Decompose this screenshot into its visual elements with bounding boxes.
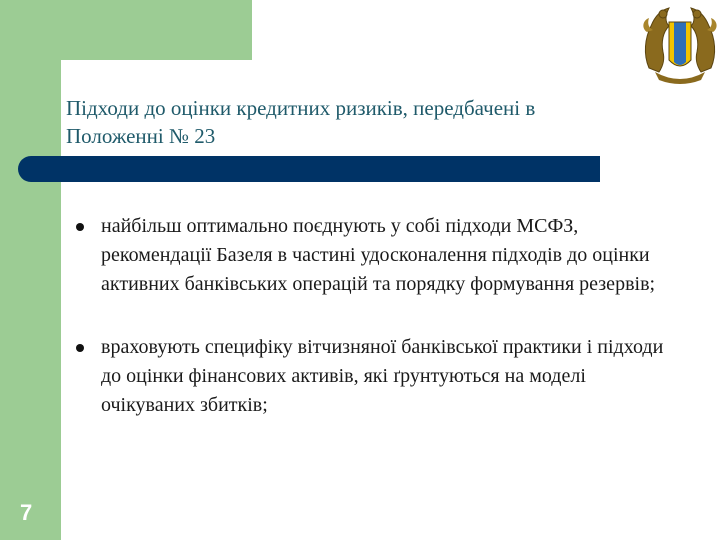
- bullet-icon: [76, 344, 84, 352]
- bullet-text: враховують специфіку вітчизняної банківської практики і підходи до оцінки фінансових активів, які ґрунтуються на моделі очікуваних збитків;: [101, 336, 664, 416]
- bullet-list: [76, 212, 666, 454]
- title-underline-bar: [18, 156, 600, 182]
- list-item: [76, 212, 666, 299]
- slide-number: 7: [20, 500, 33, 525]
- list-item: [76, 333, 666, 420]
- national-bank-emblem-icon: [641, 2, 719, 84]
- bullet-icon: [76, 223, 84, 231]
- bullet-text: найбільш оптимально поєднують у собі підходи МСФЗ, рекомендації Базеля в частині удосконалення підходів до оцінки активних банківських операцій та порядку формування резервів;: [101, 215, 656, 295]
- slide-title: Підходи до оцінки кредитних ризиків, передбачені в Положенні № 23: [66, 96, 536, 148]
- top-green-band: [61, 0, 252, 60]
- left-green-column: [0, 0, 61, 540]
